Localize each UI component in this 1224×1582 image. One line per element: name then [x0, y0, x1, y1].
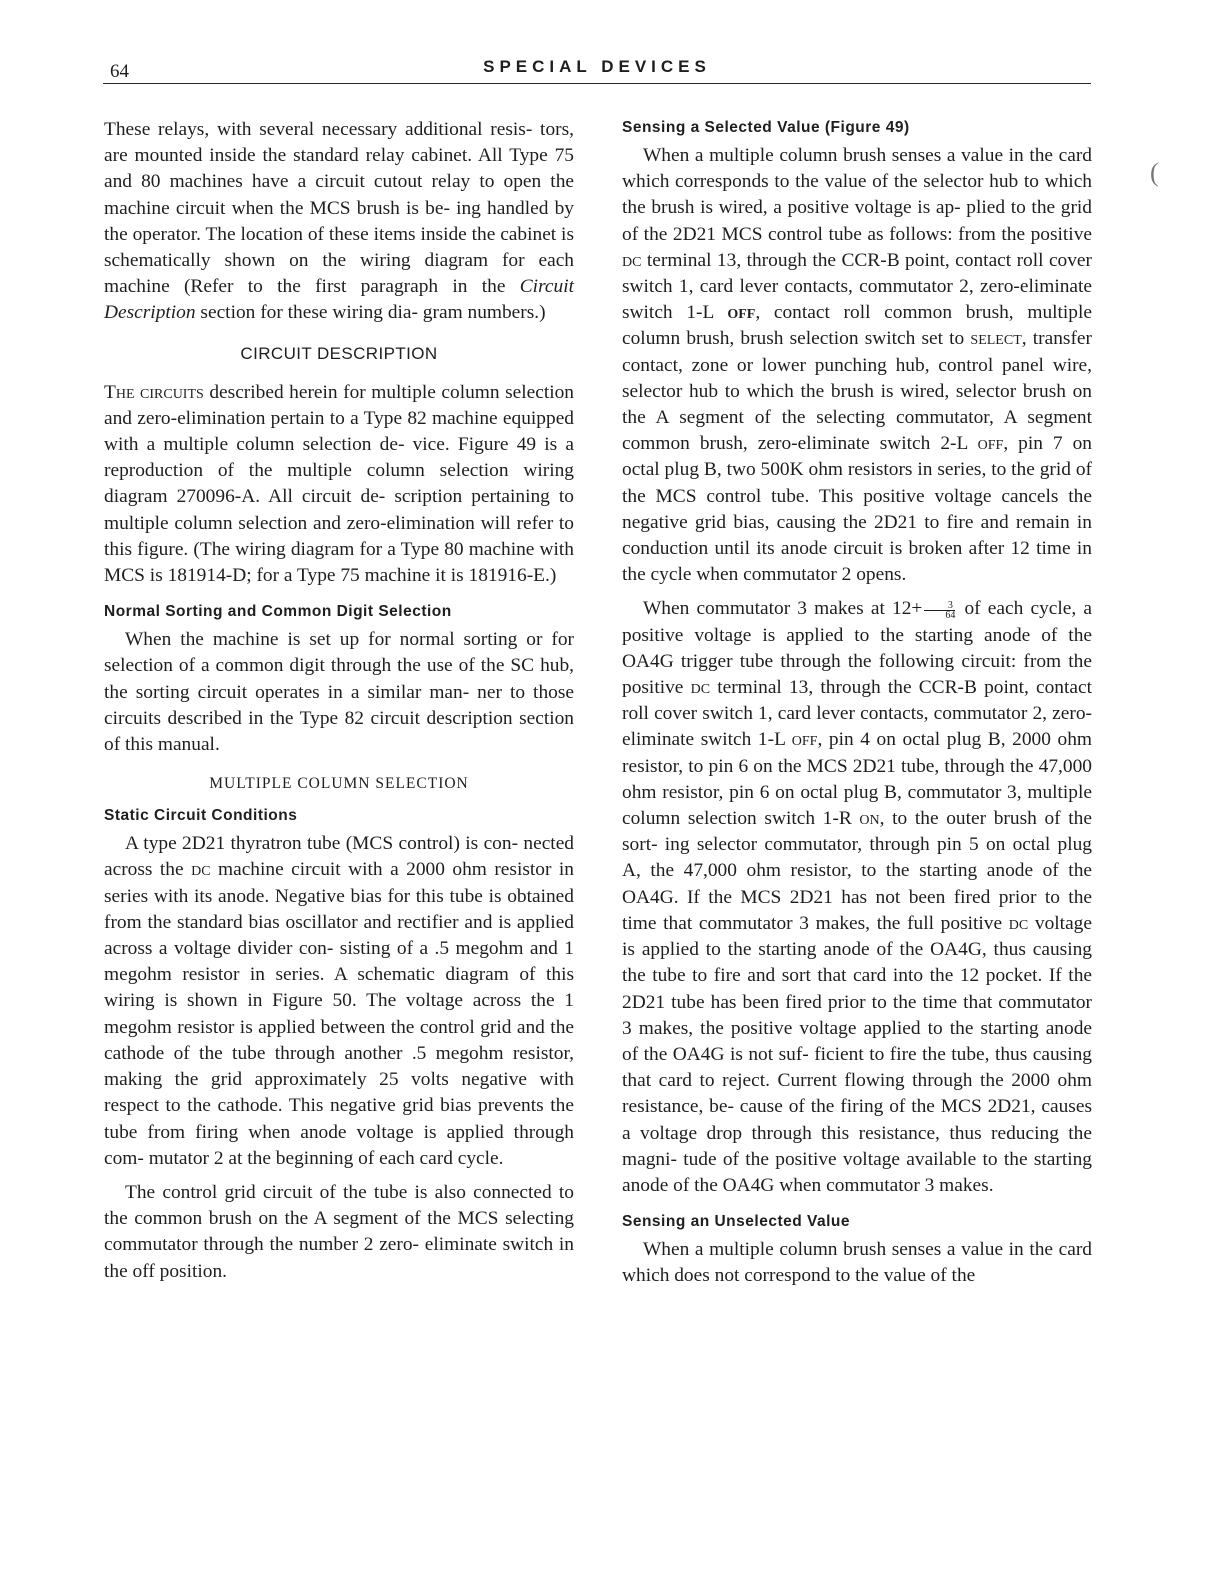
- margin-mark: (: [1150, 158, 1159, 187]
- paragraph-commutator-3: When commutator 3 makes at 12+ $\frac{3}{64}$ of each cycle, a positive voltage is applied to the starting anode of the OA4G trigger tube through the following circuit: from the positive dc terminal 13, through the CCR-B point, contact roll cover switch 1, card lever contacts, commutator 2, zero-eliminate switch 1-L off, pin 4 on octal plug B, 2000 ohm resistor, to pin 6 on the MCS 2D21 tube, through the 47,000 ohm resistor, pin 6 on octal plug B, commutator 3, multiple column selection switch 1-R on, to the outer brush of the sort- ing selector commutator, through pin 5 on octal plug A, the 47,000 ohm resistor, to the starting anode of the OA4G. If the MCS 2D21 has not been fired prior to the time that commutator 3 makes, the full positive dc voltage is applied to the starting anode of the OA4G, thus causing the tube to fire and sort that card into the 12 pocket. If the 2D21 tube has been fired prior to the time that commutator 3 makes, the positive voltage applied to the starting anode of the OA4G is not suf- ficient to fire the tube, thus causing that card to reject. Current flowing through the 2000 ohm resistance, be- cause of the firing of the MCS 2D21, causes a voltage drop through this resistance, thus reducing the magni- tude of the positive voltage available to the starting anode of the OA4G when commutator 3 makes.: [622, 598, 1092, 1196]
- heading-sensing-selected: Sensing a Selected Value (Figure 49): [622, 119, 910, 136]
- paragraph-circuits: The circuits described herein for multiple column selection and zero-elimination pertain to a Type 82 machine equipped with a multiple column selection de- vice. Figure 49 is a reproduction of the multiple column selection wiring diagram 270096-A. All circuit de- scription pertaining to multiple column selection and zero-elimination will refer to this figure. (The wiring diagram for a Type 80 machine with MCS is 181914-D; for a Type 75 machine it is 181916-E.): [104, 381, 574, 587]
- paragraph-sensing-unselected: When a multiple column brush senses a value in the card which does not correspond to the value of the: [622, 1239, 1092, 1287]
- paragraph-relays: These relays, with several necessary additional resis- tors, are mounted inside the standard relay cabinet. All Type 75 and 80 machines have a circuit cutout relay to open the machine circuit when the MCS brush is be- ing handled by the operator. The location of these items inside the cabinet is schematically shown on the wiring diagram for each machine (Refer to the first paragraph in the Circuit Description section for these wiring dia- gram numbers.): [104, 119, 574, 324]
- right-column: [622, 117, 1092, 1290]
- paragraph-sensing-selected: When a multiple column brush senses a value in the card which corresponds to the value of the selector hub to which the brush is wired, a positive voltage is ap- plied to the grid of the 2D21 MCS control tube as follows: from the positive dc terminal 13, through the CCR-B point, contact roll cover switch 1, card lever contacts, commutator 2, zero-eliminate switch 1-L off, contact roll common brush, multiple column brush, brush selection switch set to select, transfer contact, zone or lower punching hub, control panel wire, selector hub to which the brush is wired, selector brush on the A segment of the selecting commutator, A segment common brush, zero-eliminate switch 2-L off, pin 7 on octal plug B, two 500K ohm resistors in series, to the grid of the MCS control tube. This positive voltage cancels the negative grid bias, causing the 2D21 to fire and remain in conduction until its anode circuit is broken after 12 time in the cycle when commutator 2 opens.: [622, 145, 1092, 586]
- left-column: [104, 117, 574, 1285]
- heading-sensing-unselected: Sensing an Unselected Value: [622, 1213, 850, 1231]
- heading-normal-sorting: Normal Sorting and Common Digit Selection: [104, 603, 452, 621]
- heading-multiple-column-selection: MULTIPLE COLUMN SELECTION: [209, 775, 469, 793]
- page-number: 64: [110, 61, 129, 82]
- page-header: [103, 55, 1091, 85]
- heading-static-circuit: Static Circuit Conditions: [104, 807, 298, 825]
- running-title: SPECIAL DEVICES: [483, 57, 711, 76]
- fraction-3-64: $\frac{3}{64}$: [924, 601, 955, 620]
- circuit-description-reference: Circuit Description: [104, 276, 574, 324]
- header-rule: [103, 83, 1091, 84]
- paragraph-static-circuit: A type 2D21 thyratron tube (MCS control) is con- nected across the dc machine circuit with a 2000 ohm resistor in series with its anode. Negative bias for this tube is obtained from the standard bias oscillator and rectifier and is applied across a voltage divider con- sisting of a .5 megohm and 1 megohm resistor in series. A schematic diagram of this wiring is shown in Figure 50. The voltage across the 1 megohm resistor is applied between the control grid and the cathode of the tube through another .5 megohm resistor, making the grid approximately 25 volts negative with respect to the cathode. This negative grid bias prevents the tube from firing when anode voltage is applied through com- mutator 2 at the beginning of each card cycle.: [104, 833, 574, 1169]
- paragraph-normal-sorting: When the machine is set up for normal sorting or for selection of a common digit through the use of the SC hub, the sorting circuit operates in a similar man- ner to those circuits described in the Type 82 circuit description section of this manual.: [104, 629, 574, 756]
- paragraph-control-grid: The control grid circuit of the tube is also connected to the common brush on the A segment of the MCS selecting commutator through the number 2 zero- eliminate switch in the off position.: [104, 1181, 574, 1282]
- heading-circuit-description: CIRCUIT DESCRIPTION: [240, 343, 438, 363]
